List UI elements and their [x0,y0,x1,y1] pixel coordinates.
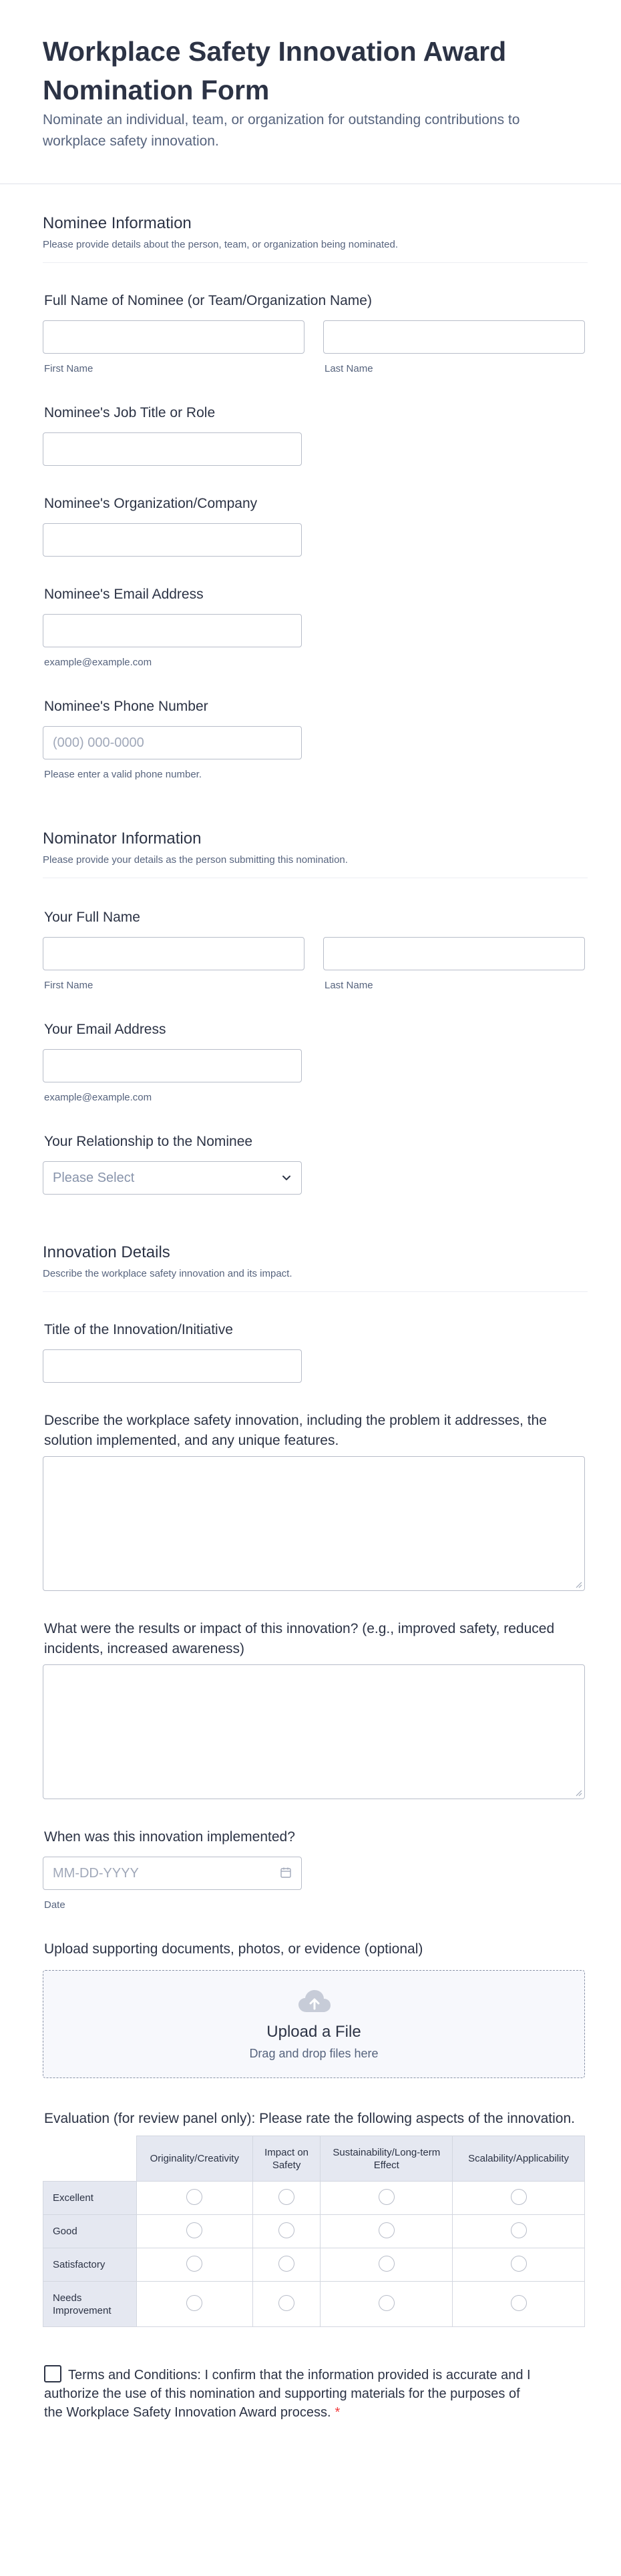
nominee-phone-input[interactable] [43,726,302,759]
matrix-radio[interactable] [278,2256,294,2272]
nominee-job-title-label: Nominee's Job Title or Role [44,405,216,420]
last-name-sublabel: Last Name [325,363,373,374]
matrix-radio[interactable] [186,2189,202,2205]
form-title: Workplace Safety Innovation Award Nomination Form [43,36,507,105]
implementation-date-input[interactable] [43,1857,302,1890]
matrix-radio[interactable] [278,2222,294,2238]
first-name-sublabel: First Name [44,980,93,991]
matrix-radio[interactable] [278,2295,294,2311]
terms-text: Terms and Conditions: I confirm that the information provided is accurate and I authorize the use of this nomination and supporting materials for the purposes of the Workplace Safety Innovation Award process. [44,2368,531,2420]
matrix-row-header: Good [43,2215,137,2248]
matrix-column-header: Originality/Creativity [136,2136,252,2182]
innovation-title-label: Title of the Innovation/Initiative [44,1322,233,1337]
terms-checkbox[interactable] [44,2365,61,2382]
matrix-row [43,2215,585,2248]
matrix-radio[interactable] [379,2189,395,2205]
evaluation-label: Evaluation (for review panel only): Please rate the following aspects of the innovation. [44,2111,575,2126]
nominee-first-name-input[interactable] [43,320,304,354]
matrix-row [43,2282,585,2327]
relationship-select-value: Please Select [53,1171,135,1185]
nominee-job-title-input[interactable] [43,432,302,466]
matrix-column-header: Impact on Safety [252,2136,321,2182]
matrix-radio[interactable] [379,2295,395,2311]
nominee-organization-input[interactable] [43,523,302,557]
date-sublabel: Date [44,1899,65,1911]
cloud-upload-icon [297,1988,332,2015]
email-sublabel: example@example.com [44,1092,152,1103]
matrix-radio[interactable] [186,2222,202,2238]
nominator-email-input[interactable] [43,1049,302,1082]
upload-subtitle: Drag and drop files here [249,2047,379,2060]
section-title: Nominee Information [43,214,192,232]
nominator-full-name-label: Your Full Name [44,910,140,925]
nominee-organization-label: Nominee's Organization/Company [44,496,258,511]
nominator-section-header [43,828,588,878]
upload-label: Upload supporting documents, photos, or evidence (optional) [44,1941,423,1957]
section-description: Please provide your details as the person submitting this nomination. [43,854,348,866]
section-description: Please provide details about the person, team, or organization being nominated. [43,239,399,250]
nominator-first-name-input[interactable] [43,937,304,970]
matrix-corner [43,2136,137,2182]
file-upload-dropzone[interactable] [43,1970,585,2078]
nominee-email-label: Nominee's Email Address [44,587,204,602]
matrix-radio[interactable] [511,2189,527,2205]
section-description: Describe the workplace safety innovation and its impact. [43,1268,292,1279]
email-sublabel: example@example.com [44,657,152,668]
relationship-select[interactable] [43,1161,302,1195]
matrix-radio[interactable] [379,2222,395,2238]
required-asterisk: * [335,2405,341,2420]
chevron-down-icon [280,1171,293,1185]
matrix-column-header: Sustainability/Long-term Effect [321,2136,453,2182]
relationship-label: Your Relationship to the Nominee [44,1134,253,1149]
upload-title: Upload a File [266,2023,361,2041]
nominee-phone-label: Nominee's Phone Number [44,699,208,714]
nominee-last-name-input[interactable] [323,320,585,354]
nominator-last-name-input[interactable] [323,937,585,970]
matrix-row [43,2182,585,2215]
phone-sublabel: Please enter a valid phone number. [44,769,202,780]
innovation-title-input[interactable] [43,1349,302,1383]
innovation-results-label: What were the results or impact of this innovation? (e.g., improved safety, reduced incidents, increased awareness) [44,1621,555,1656]
innovation-describe-label: Describe the workplace safety innovation, including the problem it addresses, the solution implemented, and any unique features. [44,1413,547,1448]
section-title: Nominator Information [43,830,202,848]
matrix-radio[interactable] [511,2222,527,2238]
matrix-radio[interactable] [186,2295,202,2311]
terms-and-conditions [44,2365,538,2422]
implementation-date-label: When was this innovation implemented? [44,1829,295,1845]
matrix-radio[interactable] [511,2295,527,2311]
nominee-full-name-label: Full Name of Nominee (or Team/Organization Name) [44,293,372,308]
first-name-sublabel: First Name [44,363,93,374]
evaluation-matrix [43,2136,585,2327]
nominee-section-header [43,212,588,263]
matrix-row [43,2248,585,2282]
last-name-sublabel: Last Name [325,980,373,991]
matrix-radio[interactable] [186,2256,202,2272]
innovation-describe-textarea[interactable] [43,1456,585,1591]
matrix-column-header: Scalability/Applicability [453,2136,585,2182]
matrix-row-header: Excellent [43,2182,137,2215]
resize-grip-icon[interactable] [574,1789,582,1797]
matrix-radio[interactable] [511,2256,527,2272]
matrix-radio[interactable] [278,2189,294,2205]
resize-grip-icon[interactable] [574,1580,582,1588]
form-header [0,0,621,184]
matrix-radio[interactable] [379,2256,395,2272]
innovation-results-textarea[interactable] [43,1664,585,1799]
innovation-section-header [43,1241,588,1292]
date-field [43,1857,302,1890]
nominee-email-input[interactable] [43,614,302,647]
calendar-icon[interactable] [279,1866,292,1879]
matrix-row-header: Satisfactory [43,2248,137,2282]
nominator-email-label: Your Email Address [44,1022,166,1037]
form-subtitle: Nominate an individual, team, or organization for outstanding contributions to workplace safety innovation. [43,112,520,149]
matrix-row-header: Needs Improvement [43,2282,137,2327]
section-title: Innovation Details [43,1243,170,1261]
